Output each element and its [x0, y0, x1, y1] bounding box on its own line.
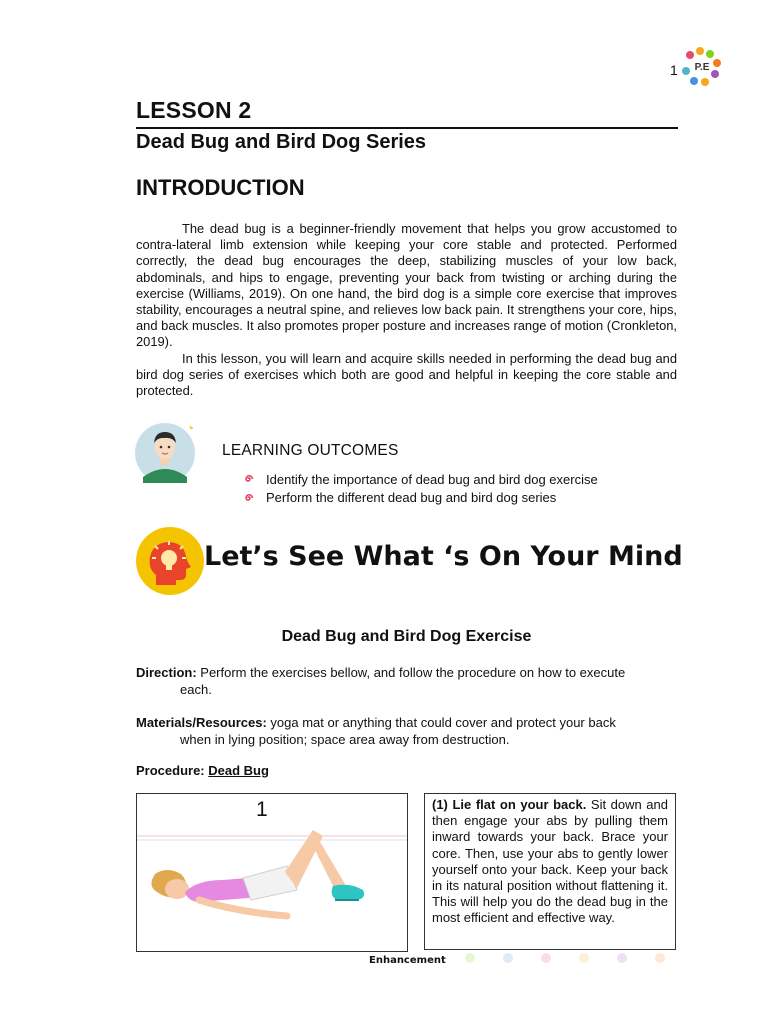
procedure-label: Procedure:	[136, 763, 205, 778]
footer-label: Enhancement	[369, 955, 446, 966]
page-number: 1	[670, 62, 678, 78]
introduction-heading: INTRODUCTION	[136, 175, 305, 200]
list-item	[244, 489, 598, 508]
materials-label: Materials/Resources	[136, 715, 263, 730]
direction-text: Perform the exercises bellow, and follow the procedure on how to execute	[196, 665, 626, 680]
learning-outcome-text: Identify the importance of dead bug and bird dog exercise	[266, 471, 598, 487]
learning-outcomes-list	[244, 470, 598, 507]
materials-text: yoga mat or anything that could cover and protect your back	[266, 715, 616, 730]
footer-progress-icons	[460, 950, 710, 974]
step-1-instructions	[424, 793, 676, 950]
introduction-paragraph-1: The dead bug is a beginner-friendly movement that helps you grow accustomed to contra-lateral limb extension while keeping your core stable and protected. Performed correctly, the dead bug encourages the deep, stabilizing muscles of your low back, abdominals, and hips to engage, preventing your back from twisting or arching during the exercise (Williams, 2019). On one hand, the bird dog is a simple core exercise that improves stability, encourages a neutral spine, and relieves low back pain. It strengthens your core, hips, and back muscles. It also promotes proper posture and increases range of motion (Cronkleton, 2019).	[136, 221, 677, 350]
direction-label: Direction:	[136, 665, 197, 680]
spiral-bullet-icon	[244, 493, 254, 503]
materials-paragraph	[136, 715, 677, 748]
step-number: 1	[256, 798, 268, 821]
step-1-text: Sit down and then engage your abs by pulling them inward towards your back. Brace your core. Then, use your abs to gently lower yourself onto your back. Keep your back in its natural position without flattening it. This will help you do the dead bug in the most efficient and effective way.	[432, 797, 669, 926]
lesson-label: LESSON 2	[136, 97, 252, 123]
materials-colon: :	[262, 715, 267, 730]
direction-text-continued: each.	[180, 681, 212, 697]
step-1-illustration	[136, 793, 408, 952]
procedure-line	[136, 763, 269, 778]
list-item	[244, 470, 598, 489]
direction-paragraph	[136, 665, 677, 698]
lesson-title: Dead Bug and Bird Dog Series	[136, 131, 427, 153]
exercise-title: Dead Bug and Bird Dog Exercise	[281, 628, 532, 645]
spiral-bullet-icon	[244, 474, 254, 484]
title-divider	[136, 127, 678, 129]
dead-bug-link[interactable]: Dead Bug	[208, 763, 269, 778]
lightbulb-head-icon	[136, 527, 204, 595]
introduction-body	[136, 221, 677, 399]
step-1-heading: (1) Lie flat on your back.	[432, 797, 587, 812]
pe-logo	[678, 46, 726, 90]
introduction-paragraph-2: In this lesson, you will learn and acquire skills needed in performing the dead bug and bird dog series of exercises which both are good and helpful in keeping the core stable and protected.	[136, 350, 677, 399]
learning-outcomes-heading: LEARNING OUTCOMES	[222, 442, 399, 459]
learning-outcome-text: Perform the different dead bug and bird dog series	[266, 490, 557, 506]
mind-section-heading: Let’s See What ‘s On Your Mind	[204, 541, 683, 572]
student-avatar-icon	[135, 421, 199, 485]
materials-text-continued: when in lying position; space area away from destruction.	[180, 731, 510, 747]
woman-lying-on-back-illustration	[137, 794, 407, 951]
pe-logo-text: P.E	[694, 62, 710, 73]
